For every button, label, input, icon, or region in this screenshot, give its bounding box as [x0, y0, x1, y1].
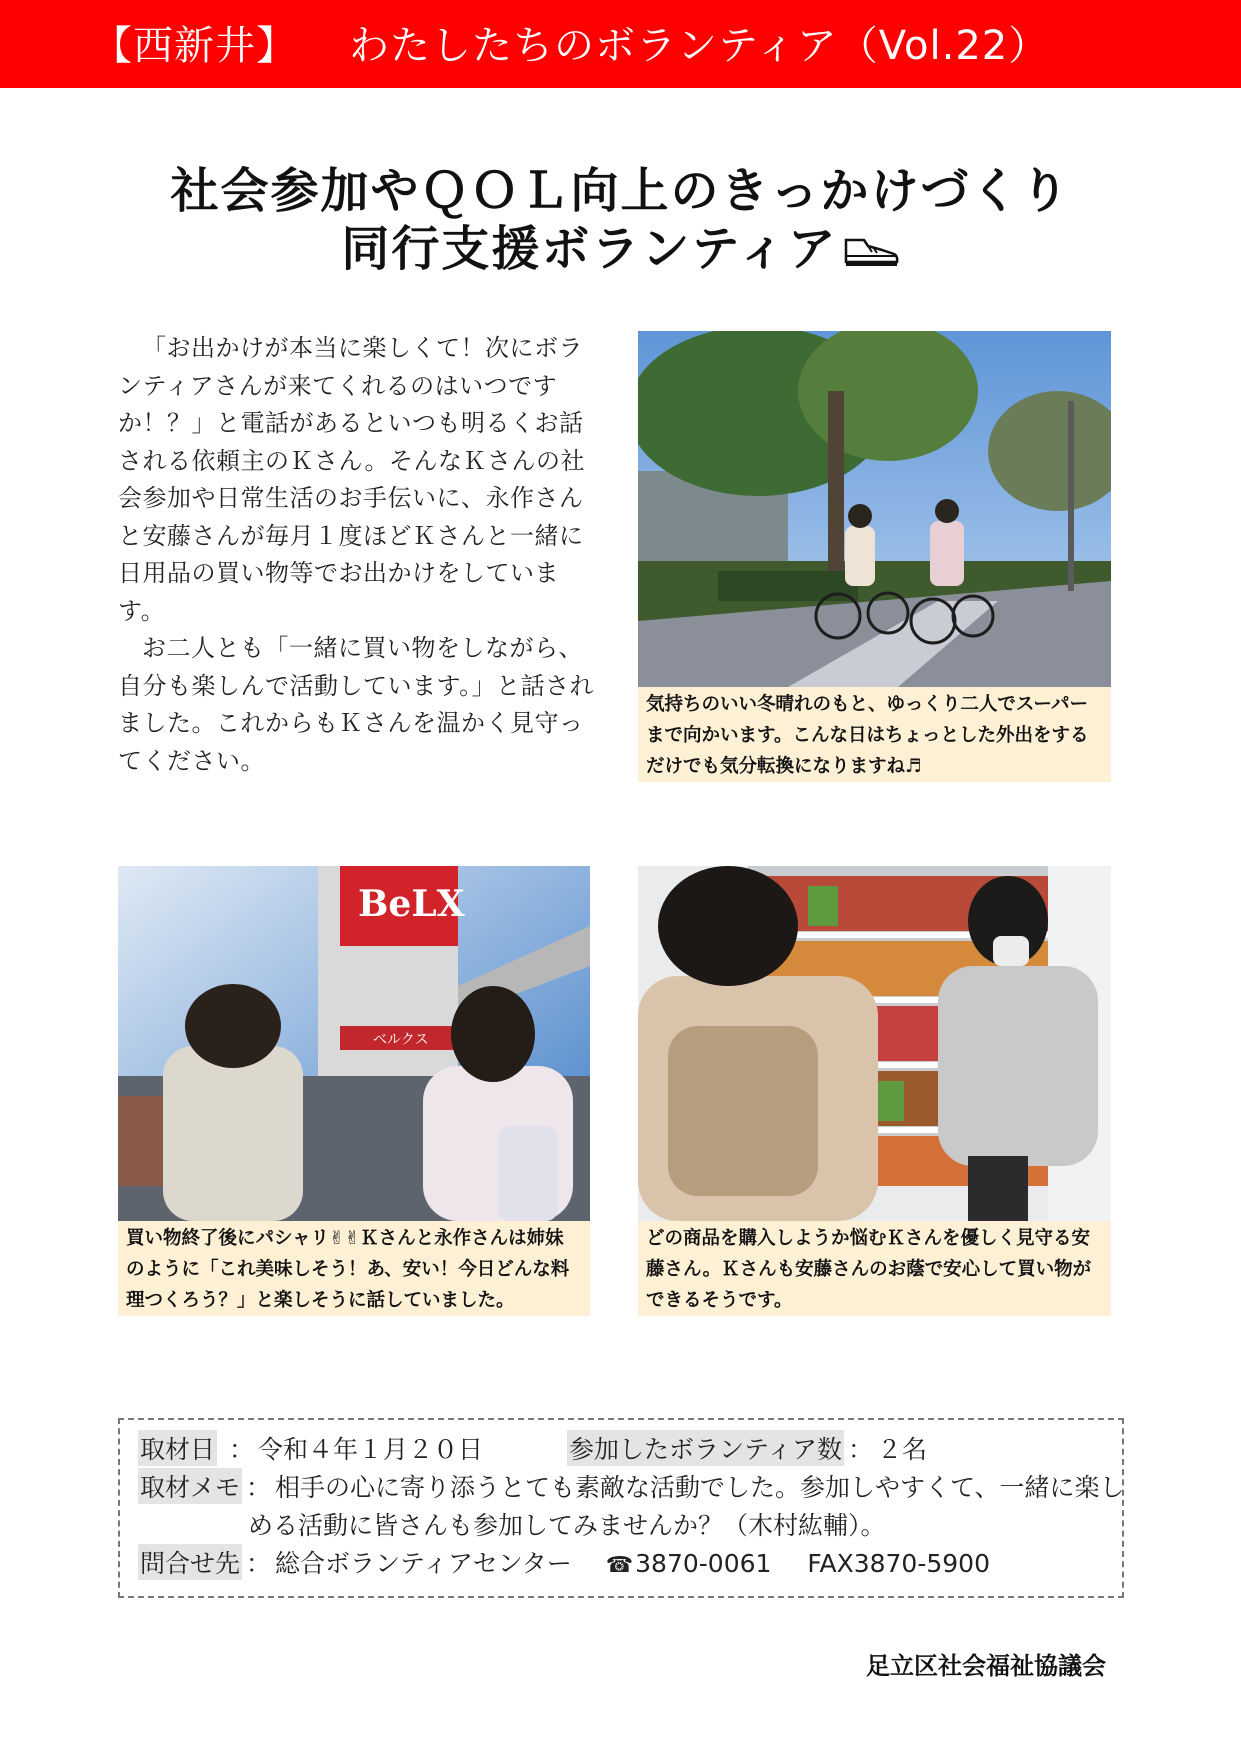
bicycle-photo — [638, 331, 1111, 687]
info-date-colon: ： — [229, 1435, 255, 1464]
shopping-aisle-photo-caption: どの商品を購入しようか悩むＫさんを優しく見守る安藤さん。Ｋさんも安藤さんのお蔭で安心して買い物ができるそうです。 — [638, 1221, 1111, 1316]
main-title-line2-text: 同行支援ボランティア — [341, 221, 838, 277]
header-area: 【西新井】 — [92, 23, 297, 69]
info-count-colon: ： — [848, 1435, 874, 1464]
phone-icon: ☎ — [605, 1553, 634, 1578]
article-body — [118, 330, 598, 780]
article-paragraph-1: 「お出かけが本当に楽しくて！次にボランティアさんが来てくれるのはいつですか！？」と電話があるといつも明るくお話される依頼主のＫさん。そんなＫさんの社会参加や日常生活のお手伝いに、永作さんと安藤さんが毎月１度ほどＫさんと一緒に日用品の買い物等でお出かけをしています。 — [118, 334, 585, 625]
info-box — [118, 1418, 1124, 1598]
info-phone-number: 3870-0061 — [635, 1549, 772, 1578]
main-title-line1: 社会参加やＱＯＬ向上のきっかけづくり — [170, 163, 1071, 219]
shopping-aisle-photo — [638, 866, 1111, 1221]
info-memo-line2: める活動に皆さんも参加してみませんか？（木村紘輔）。 — [248, 1511, 886, 1540]
info-contact-value: 総合ボランティアセンター — [275, 1549, 572, 1578]
info-date-value: 令和４年１月２０日 — [258, 1435, 484, 1464]
shoe-icon — [842, 224, 900, 280]
info-date-row — [138, 1430, 927, 1466]
store-sign-small: ベルクス — [373, 1032, 429, 1048]
info-date-label: 取材日 — [138, 1430, 217, 1466]
info-memo-label: 取材メモ — [138, 1468, 242, 1504]
info-memo-colon: ： — [246, 1473, 272, 1502]
info-contact-row — [138, 1544, 990, 1580]
article-paragraph-2: お二人とも「一緒に買い物をしながら、自分も楽しんで活動しています。」と話されました。これからもＫさんを温かく見守ってください。 — [118, 634, 595, 775]
info-count-value: ２名 — [877, 1435, 928, 1464]
header-title — [92, 14, 1049, 71]
bicycle-photo-caption: 気持ちのいい冬晴れのもと、ゆっくり二人でスーパーまで向かいます。こんな日はちょっとした外出をするだけでも気分転換になりますね♬ — [638, 687, 1111, 782]
info-count-label: 参加したボランティア数 — [567, 1430, 844, 1466]
info-phone — [606, 1549, 772, 1578]
info-memo-line1: 相手の心に寄り添うとても素敵な活動でした。参加しやすくて、一緒に楽し — [275, 1473, 1125, 1502]
store-sign: BeLX — [358, 883, 465, 925]
info-contact-colon: ： — [246, 1549, 272, 1578]
info-contact-label: 問合せ先 — [138, 1544, 242, 1580]
footer-organization: 足立区社会福祉協議会 — [866, 1652, 1106, 1680]
header-series: わたしたちのボランティア（Vol.22） — [349, 23, 1050, 69]
info-fax: FAX3870-5900 — [807, 1549, 990, 1578]
info-memo-row — [138, 1468, 1125, 1504]
storefront-photo — [118, 866, 590, 1221]
storefront-photo-caption: 買い物終了後にパシャリ✌✌Ｋさんと永作さんは姉妹のように「これ美味しそう！あ、安い！今日どんな料理つくろう？」と楽しそうに話していました。 — [118, 1221, 590, 1316]
main-title-line2 — [0, 210, 1241, 280]
